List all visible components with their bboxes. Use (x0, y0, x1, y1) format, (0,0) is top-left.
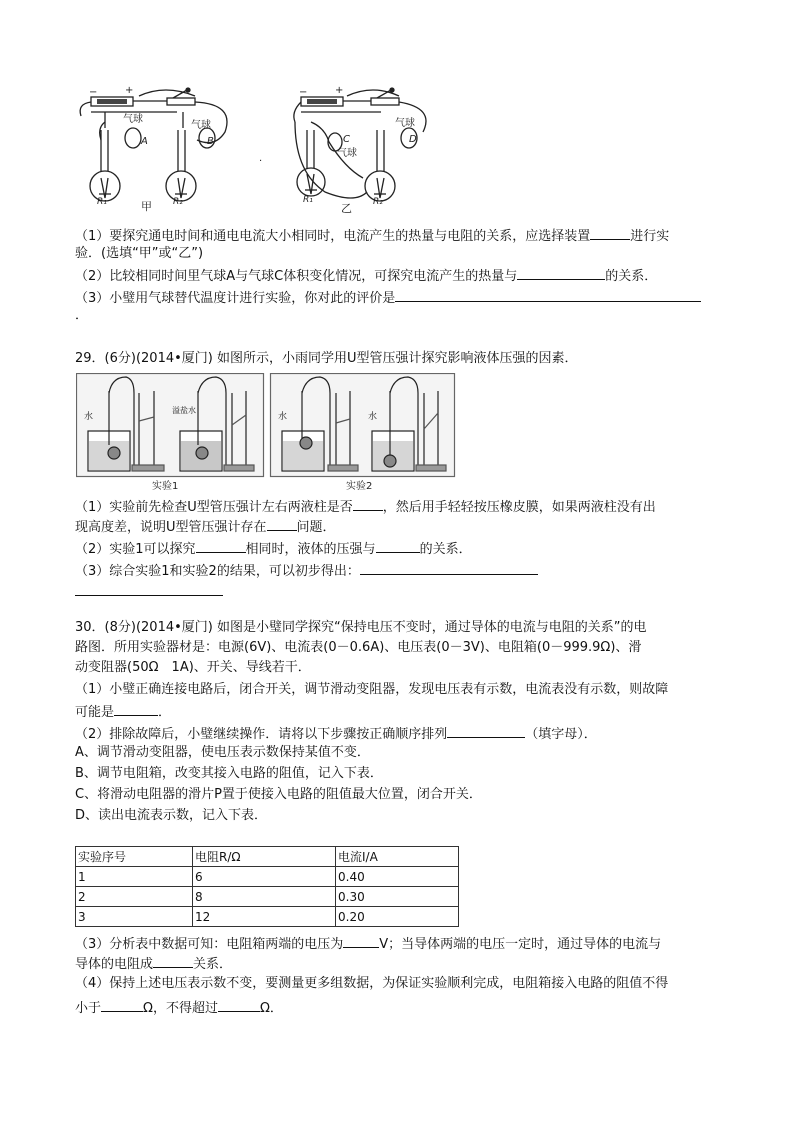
q28-part3 (75, 288, 701, 307)
table-cell: 8 (193, 887, 336, 907)
q30-p3-text-b: V；当导体两端的电压一定时，通过导体的电流与 (379, 937, 662, 952)
battery-minus-sign-yi: − (299, 87, 308, 98)
table-cell: 2 (76, 887, 193, 907)
q30-part3-line2 (75, 954, 232, 973)
q30-step-c: C、将滑动电阻器的滑片P置于使接入电路的阻值最大位置，闭合开关． (75, 787, 482, 802)
q29-part1-line2 (75, 517, 336, 536)
q30-part3-line1 (75, 934, 661, 953)
apparatus-yi (294, 85, 426, 214)
separator-dot: · (259, 156, 263, 167)
q30-p3-blank-1[interactable] (343, 934, 379, 948)
q30-title-line3: 动变阻器(50Ω 1A)、开关、导线若干． (75, 660, 311, 675)
q28-p1-text-b: 进行实 (630, 229, 670, 244)
q30-title-line1: 30．(8分)(2014•厦门) 如图是小璧同学探究“保持电压不变时，通过导体的电流与电阻的关系”的电 (75, 620, 647, 635)
q29-p2-blank-2[interactable] (376, 539, 420, 553)
label-jia: 甲 (141, 200, 152, 213)
q29-part2 (75, 539, 472, 558)
q30-p2-blank[interactable] (447, 724, 525, 738)
label-a: A (141, 136, 148, 147)
battery-plus-sign-yi: + (335, 85, 344, 96)
label-c: C (343, 134, 350, 145)
q29-title: 29．(6分)(2014•厦门) 如图所示，小雨同学用U型管压强计探究影响液体压强的因素． (75, 351, 578, 366)
q29-p2-blank-1[interactable] (196, 539, 246, 553)
q28-p3-end: ． (75, 308, 89, 323)
table-header-cell: 电流I/A (336, 847, 459, 867)
q28-part2 (75, 266, 657, 285)
q30-p3-text-c: 导体的电阻成 (75, 957, 154, 972)
q28-p3-blank[interactable] (395, 288, 701, 302)
q28-p3-text: （3）小璧用气球替代温度计进行实验，你对此的评价是 (75, 291, 396, 306)
q29-p1-text-d: 问题． (296, 520, 336, 535)
q30-p4-text-b: 小于 (75, 1001, 102, 1016)
q30-p2-text-b: （填字母）． (525, 727, 597, 742)
label-balloon-d: 气球 (395, 118, 415, 129)
q30-part4-line2 (75, 998, 283, 1017)
label-balloon-a: 气球 (123, 114, 143, 125)
label-r1-jia: R₁ (97, 197, 107, 207)
q30-p1-blank[interactable] (114, 702, 158, 716)
q29-p3-text: （3）综合实验1和实验2的结果，可以初步得出： (75, 564, 360, 579)
q28-p2-text-b: 的关系． (605, 269, 658, 284)
label-balloon-c: 气球 (337, 148, 357, 159)
caption-experiment-1: 实验1 (152, 481, 179, 491)
table-cell: 0.40 (336, 867, 459, 887)
q29-p2-text-a: （2）实验1可以探究 (75, 542, 196, 557)
q30-p3-blank-2[interactable] (153, 954, 193, 968)
q30-p4-blank-2[interactable] (218, 998, 260, 1012)
q30-part2 (75, 724, 597, 743)
q30-p3-text-a: （3）分析表中数据可知：电阻箱两端的电压为 (75, 937, 344, 952)
q29-p2-text-c: 的关系． (419, 542, 472, 557)
q28-p1-text-a: （1）要探究通电时间和通电电流大小相同时，电流产生的热量与电阻的关系，应选择装置 (75, 229, 591, 244)
q30-p4-text-d: Ω． (259, 1001, 283, 1016)
q29-p3-blank-1[interactable] (360, 561, 538, 575)
table-header-row (76, 847, 459, 867)
q30-p1-text-b: 可能是 (75, 705, 115, 720)
figure-u-tube-manometer (76, 373, 456, 491)
battery-minus-sign: − (89, 87, 98, 98)
q28-p2-text-a: （2）比较相同时间里气球A与气球C体积变化情况，可探究电流产生的热量与 (75, 269, 518, 284)
label-yi: 乙 (341, 202, 352, 214)
table-row (76, 887, 459, 907)
q28-part1-line1 (75, 226, 669, 245)
table-row (76, 907, 459, 927)
table-cell: 0.30 (336, 887, 459, 907)
q29-p1-text-c: 现高度差，说明U型管压强计存在 (75, 520, 267, 535)
label-r2-jia: R₂ (173, 197, 183, 207)
q29-p1-blank-1[interactable] (353, 497, 383, 511)
label-r1-yi: R₁ (303, 195, 313, 205)
apparatus-jia (80, 85, 227, 213)
q30-p1-text-c: ． (158, 705, 172, 720)
table-cell: 0.20 (336, 907, 459, 927)
q30-step-a: A、调节滑动变阻器，使电压表示数保持某值不变． (75, 745, 370, 760)
q30-step-b: B、调节电阻箱，改变其接入电路的阻值，记入下表． (75, 766, 383, 781)
q29-part1-line1 (75, 497, 656, 516)
label-d: D (409, 134, 417, 145)
label-balloon-b: 气球 (191, 120, 211, 131)
table-header-cell: 实验序号 (76, 847, 193, 867)
figure-joule-heating-apparatus (75, 82, 435, 214)
table-cell: 6 (193, 867, 336, 887)
q29-p1-text-a: （1）实验前先检查U型管压强计左右两液柱是否 (75, 500, 353, 515)
table-cell: 3 (76, 907, 193, 927)
q29-part3 (75, 561, 538, 580)
q28-p1-blank[interactable] (590, 226, 630, 240)
q28-p2-blank[interactable] (517, 266, 605, 280)
q30-p4-text-c: Ω，不得超过 (143, 1001, 218, 1016)
q30-title-line2: 路图．所用实验器材是：电源(6V)、电流表(0－0.6A)、电压表(0－3V)、电阻箱(0－999.9Ω)、滑 (75, 640, 642, 655)
label-water-exp2a: 水 (278, 412, 288, 422)
q29-p3-blank-2[interactable] (75, 595, 223, 596)
q30-p2-text-a: （2）排除故障后，小璧继续操作．请将以下步骤按正确顺序排列 (75, 727, 448, 742)
q30-part1-line1: （1）小璧正确连接电路后，闭合开关，调节滑动变阻器，发现电压表有示数，电流表没有示数，则故障 (75, 682, 669, 697)
table-cell: 12 (193, 907, 336, 927)
caption-experiment-2: 实验2 (346, 481, 373, 491)
q29-p1-text-b: ，然后用手轻轻按压橡皮膜，如果两液柱没有出 (382, 500, 656, 515)
label-water-exp1: 水 (84, 412, 94, 422)
table-cell: 1 (76, 867, 193, 887)
q28-part1-line2: 验．(选填“甲”或“乙”) (75, 246, 204, 261)
q30-part1-line2 (75, 702, 171, 721)
q30-p4-blank-1[interactable] (101, 998, 143, 1012)
q30-part4-line1: （4）保持上述电压表示数不变，要测量更多组数据，为保证实验顺利完成，电阻箱接入电路的阻值不得 (75, 976, 669, 991)
q30-step-d: D、读出电流表示数，记入下表． (75, 808, 268, 823)
q29-p1-blank-2[interactable] (267, 517, 297, 531)
label-water-exp2b: 水 (368, 412, 378, 422)
label-b: B (207, 136, 214, 147)
label-r2-yi: R₂ (373, 197, 383, 207)
label-brine-exp1: 溢盐水 (172, 406, 196, 415)
table-row (76, 867, 459, 887)
battery-plus-sign: + (125, 85, 134, 96)
q30-p3-text-d: 关系． (193, 957, 233, 972)
q29-p2-text-b: 相同时，液体的压强与 (245, 542, 376, 557)
table-header-cell: 电阻R/Ω (193, 847, 336, 867)
q30-data-table (75, 846, 459, 927)
